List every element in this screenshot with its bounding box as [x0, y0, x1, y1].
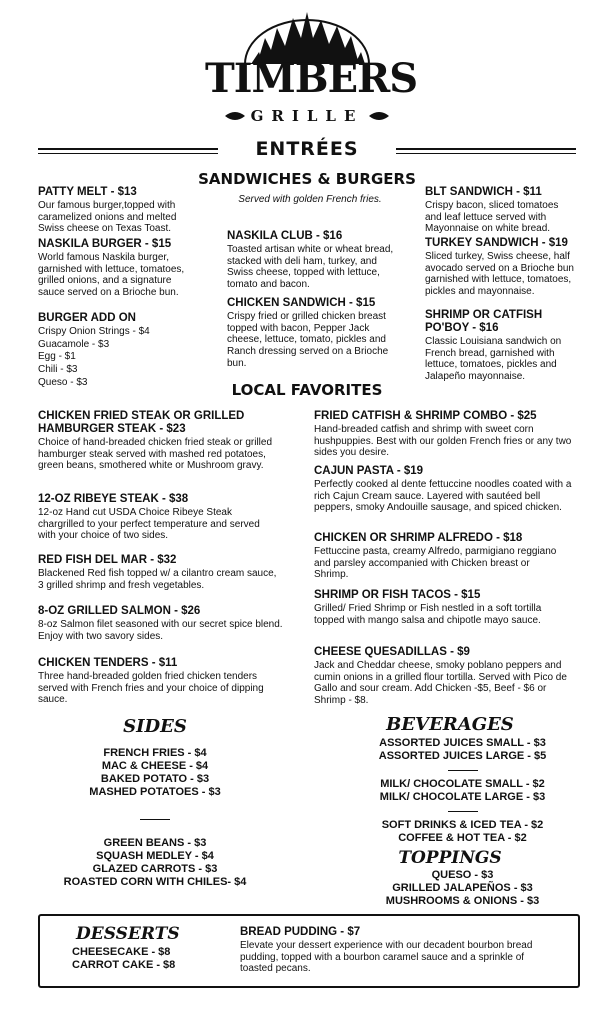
toppings-heading: TOPPINGS	[398, 848, 502, 868]
dessert-item: CARROT CAKE - $8	[72, 959, 176, 971]
menu-item	[425, 237, 577, 298]
menu-item-desc: Crispy bacon, sliced tomatoes and leaf lettuce served with Mayonnaise on white bread.	[425, 200, 559, 235]
menu-item-desc: Jack and Cheddar cheese, smoky poblano peppers and cumin onions in a grilled flour tortilla. Served with Pico de Gallo and sour cream. Add Chicken -$5, Beef - $6 or Shrimp - $8.	[314, 660, 567, 707]
side-item: MASHED POTATOES - $3	[89, 786, 221, 798]
menu-item	[38, 493, 278, 542]
menu-item-title: CHICKEN FRIED STEAK OR GRILLED HAMBURGER STEAK - $23	[38, 410, 245, 435]
menu-item-desc: Hand-breaded catfish and shrimp with sweet corn hushpuppies. Best with our golden French fries or any two sides you desire.	[314, 424, 572, 459]
menu-item	[314, 646, 570, 707]
side-item: GREEN BEANS - $3	[103, 837, 207, 849]
menu-item-desc: Perfectly cooked al dente fettuccine noodles coated with a rich Cajun Cream sauce. Layered with sautéed bell peppers, smoky Andouille sausage, and spiced chicken.	[314, 479, 572, 514]
beverage-item: SOFT DRINKS & ICED TEA - $2	[381, 819, 544, 831]
topping-item: MUSHROOMS & ONIONS - $3	[385, 895, 540, 907]
menu-item-desc: Blackened Red fish topped w/ a cilantro cream sauce, 3 grilled shrimp and fresh vegetables.	[38, 568, 277, 591]
side-item: SQUASH MEDLEY - $4	[96, 850, 214, 862]
menu-item-title: 12-OZ RIBEYE STEAK - $38	[38, 493, 189, 505]
menu-item	[38, 605, 283, 642]
dessert-item: CHEESECAKE - $8	[72, 946, 171, 958]
menu-item-title: SHRIMP OR FISH TACOS - $15	[314, 589, 481, 601]
side-item: BAKED POTATO - $3	[100, 773, 210, 785]
menu-item-title: PATTY MELT - $13	[38, 186, 137, 198]
menu-item-title: CHEESE QUESADILLAS - $9	[314, 646, 470, 658]
beverage-item: COFFEE & HOT TEA - $2	[398, 832, 527, 844]
separator	[140, 819, 170, 820]
menu-item-desc: Classic Louisiana sandwich on French bread, garnished with lettuce, tomatoes, pickles and Jalapeño mayonnaise.	[425, 336, 562, 383]
divider-right-thin	[396, 153, 576, 154]
menu-item-desc: Grilled/ Fried Shrimp or Fish nestled in a soft tortilla topped with mango salsa and chipotle mayo sauce.	[314, 603, 542, 626]
menu-item-desc: Toasted artisan white or wheat bread, stacked with deli ham, turkey, and Swiss cheese, topped with lettuce, tomato and bacon.	[227, 244, 394, 291]
topping-item: GRILLED JALAPEÑOS - $3	[392, 882, 533, 894]
desserts-heading: DESSERTS	[76, 924, 180, 944]
beverage-item: MILK/ CHOCOLATE SMALL - $2	[380, 778, 545, 790]
menu-item-title: FRIED CATFISH & SHRIMP COMBO - $25	[314, 410, 537, 422]
menu-item	[38, 186, 203, 235]
menu-item	[314, 532, 564, 581]
menu-item-title: CAJUN PASTA - $19	[314, 465, 424, 477]
entrees-heading: ENTRÉES	[255, 138, 359, 160]
menu-item-title: NASKILA CLUB - $16	[227, 230, 343, 242]
menu-item-desc: Our famous burger,topped with caramelized onions and melted Swiss cheese on Texas Toast.	[38, 200, 177, 235]
addon-item: Egg - $1	[38, 351, 76, 363]
local-favorites-heading: LOCAL FAVORITES	[231, 381, 383, 399]
menu-item-desc: Choice of hand-breaded chicken fried steak or grilled hamburger steak served with mashed red potatoes, green beans, smothered white or Mushroom gravy.	[38, 437, 273, 472]
menu-item-desc: Elevate your dessert experience with our decadent bourbon bread pudding, topped with a bourbon caramel sauce and a sprinkle of toasted pecans.	[240, 940, 533, 975]
addon-title: BURGER ADD ON	[38, 312, 136, 324]
timbers-grille-logo	[205, 8, 418, 130]
divider-right	[396, 148, 576, 150]
addon-item: Chili - $3	[38, 364, 78, 376]
menu-item-desc: Three hand-breaded golden fried chicken tenders served with French fries and your choice of dipping sauce.	[38, 671, 264, 706]
menu-item-title: BREAD PUDDING - $7	[240, 926, 361, 938]
menu-item-title: BLT SANDWICH - $11	[425, 186, 542, 198]
menu-item-desc: Crispy fried or grilled chicken breast topped with bacon, Pepper Jack cheese, lettuce, tomato, pickles and Ranch dressing served on a Brioche bun.	[227, 311, 389, 369]
menu-item-title: SHRIMP OR CATFISH PO'BOY - $16	[425, 309, 543, 334]
menu-item	[38, 657, 283, 706]
menu-item-title: 8-OZ GRILLED SALMON - $26	[38, 605, 201, 617]
menu-item	[314, 465, 576, 514]
menu-item-title: CHICKEN TENDERS - $11	[38, 657, 178, 669]
side-item: ROASTED CORN WITH CHILES- $4	[63, 876, 247, 888]
menu-item-desc: World famous Naskila burger, garnished with lettuce, tomatoes, grilled onions, and a signature sauce served on a Brioche bun.	[38, 252, 185, 299]
menu-item-title: CHICKEN OR SHRIMP ALFREDO - $18	[314, 532, 523, 544]
side-item: GLAZED CARROTS - $3	[92, 863, 218, 875]
dessert-feature	[240, 926, 540, 975]
menu-item-desc: Fettuccine pasta, creamy Alfredo, parmigiano reggiano and parsley accompanied with Chicken breast or Shrimp.	[314, 546, 557, 581]
desserts-list	[72, 946, 202, 972]
addon-item: Guacamole - $3	[38, 338, 110, 350]
burger-addon	[38, 312, 198, 389]
toppings-list	[340, 869, 585, 908]
menu-item-desc: 8-oz Salmon filet seasoned with our secret spice blend. Enjoy with two savory sides.	[38, 619, 283, 642]
menu-item-desc: Sliced turkey, Swiss cheese, half avocado served on a Brioche bun garnished with lettuce, tomatoes, pickles and mayonnaise.	[425, 251, 574, 298]
menu-item	[38, 410, 286, 472]
beverage-item: MILK/ CHOCOLATE LARGE - $3	[379, 791, 546, 803]
beverage-item: ASSORTED JUICES SMALL - $3	[379, 737, 546, 749]
beverages-heading: BEVERAGES	[386, 714, 514, 735]
menu-item	[425, 309, 577, 383]
leaf-ornament-icon	[205, 106, 409, 126]
side-item: MAC & CHEESE - $4	[101, 760, 209, 772]
menu-item	[227, 297, 397, 370]
topping-item: QUESO - $3	[431, 869, 494, 881]
addon-item: Crispy Onion Strings - $4	[38, 326, 150, 337]
menu-item	[38, 554, 280, 591]
sides-heading: SIDES	[123, 716, 187, 737]
separator	[448, 811, 478, 812]
side-item: FRENCH FRIES - $4	[103, 747, 207, 759]
menu-item-title: RED FISH DEL MAR - $32	[38, 554, 177, 566]
menu-item-title: TURKEY SANDWICH - $19	[425, 237, 568, 249]
addon-item: Queso - $3	[38, 376, 88, 388]
logo-subtitle: GRILLE	[250, 107, 364, 125]
menu-item	[425, 186, 577, 235]
menu-item-title: CHICKEN SANDWICH - $15	[227, 297, 376, 309]
logo-wordmark: TIMBERS	[205, 55, 418, 102]
sandwiches-heading: SANDWICHES & BURGERS	[198, 170, 416, 188]
menu-item	[227, 230, 397, 291]
menu-item-desc: 12-oz Hand cut USDA Choice Ribeye Steak chargrilled to your perfect temperature and served with your choice of two sides.	[38, 507, 260, 542]
divider-left-thin	[38, 153, 218, 154]
menu-item	[38, 238, 198, 299]
divider-left	[38, 148, 218, 150]
sides-list	[40, 747, 270, 889]
separator	[448, 770, 478, 771]
menu-item	[314, 410, 582, 459]
beverage-item: ASSORTED JUICES LARGE - $5	[378, 750, 547, 762]
menu-item-title: NASKILA BURGER - $15	[38, 238, 172, 250]
menu-item	[314, 589, 546, 626]
sandwiches-subheading: Served with golden French fries.	[238, 194, 382, 205]
beverages-list	[340, 737, 585, 845]
